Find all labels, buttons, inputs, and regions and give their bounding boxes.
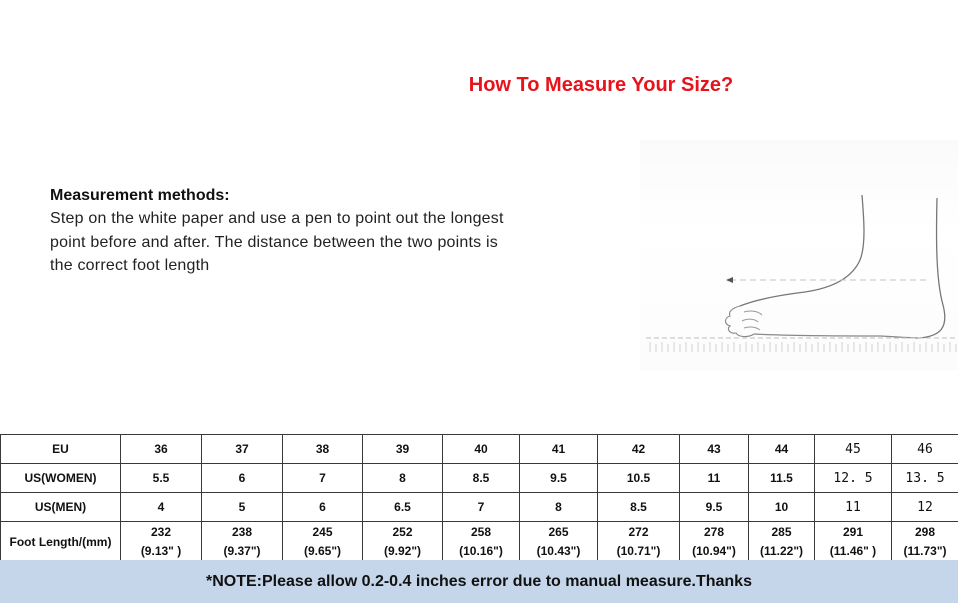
methods-description <box>50 207 570 278</box>
foot-length-inch: (9.13" ) <box>140 544 182 558</box>
foot-length-cell <box>443 522 520 563</box>
page-title: How To Measure Your Size? <box>468 74 734 96</box>
methods-line: point before and after. The distance between the two points is <box>50 233 498 251</box>
us-men-size-cell: 6.5 <box>363 493 443 522</box>
foot-length-inch: (11.73") <box>903 544 947 558</box>
eu-size-cell: 39 <box>363 435 443 464</box>
foot-length-mm: 291 <box>842 525 864 539</box>
foot-length-cell <box>815 522 892 563</box>
methods-line: the correct foot length <box>50 257 210 274</box>
foot-length-cell <box>283 522 363 563</box>
foot-length-inch: (10.16") <box>459 544 503 558</box>
us-women-label: US(WOMEN) <box>1 464 121 493</box>
foot-length-mm: 298 <box>914 525 936 539</box>
us-women-size-cell: 11 <box>680 464 749 493</box>
foot-length-row <box>1 522 958 563</box>
foot-length-mm: 232 <box>150 525 172 539</box>
eu-size-cell: 43 <box>680 435 749 464</box>
measurement-note: *NOTE:Please allow 0.2-0.4 inches error due to manual measure.Thanks <box>0 560 958 603</box>
us-men-size-cell: 12 <box>892 493 958 522</box>
foot-length-mm: 265 <box>548 525 569 539</box>
us-women-size-cell: 8 <box>363 464 443 493</box>
us-women-size-cell: 11.5 <box>749 464 815 493</box>
us-women-size-cell: 7 <box>283 464 363 493</box>
foot-length-inch: (10.94") <box>692 544 736 558</box>
us-women-size-cell: 10.5 <box>598 464 680 493</box>
eu-size-cell: 38 <box>283 435 363 464</box>
foot-length-mm: 245 <box>312 525 333 539</box>
us-men-size-cell: 10 <box>749 493 815 522</box>
us-men-label: US(MEN) <box>1 493 121 522</box>
methods-line: Step on the white paper and use a pen to point out the longest <box>50 210 504 227</box>
us-women-size-cell: 13. 5 <box>892 464 958 493</box>
foot-length-inch: (9.92") <box>383 544 422 558</box>
us-men-size-cell: 4 <box>121 493 202 522</box>
us-women-size-cell: 6 <box>202 464 283 493</box>
eu-size-cell: 41 <box>520 435 598 464</box>
foot-length-cell <box>202 522 283 563</box>
foot-length-inch: (11.46" ) <box>829 544 877 558</box>
eu-size-cell: 44 <box>749 435 815 464</box>
us-men-size-cell: 8 <box>520 493 598 522</box>
foot-length-mm: 278 <box>703 525 725 539</box>
foot-length-cell <box>363 522 443 563</box>
eu-row <box>1 435 958 464</box>
eu-size-cell: 45 <box>815 435 892 464</box>
foot-length-label: Foot Length/(mm) <box>1 522 121 563</box>
foot-length-mm: 285 <box>771 525 792 539</box>
foot-length-cell <box>520 522 598 563</box>
foot-length-mm: 272 <box>628 525 649 539</box>
foot-length-cell <box>680 522 749 563</box>
foot-length-cell <box>121 522 202 563</box>
foot-length-mm: 238 <box>231 525 253 539</box>
foot-drawing <box>640 140 958 370</box>
us-men-row <box>1 493 958 522</box>
us-women-size-cell: 8.5 <box>443 464 520 493</box>
foot-length-inch: (11.22") <box>759 544 804 558</box>
eu-size-cell: 36 <box>121 435 202 464</box>
us-men-size-cell: 11 <box>815 493 892 522</box>
foot-length-inch: (10.43") <box>536 544 581 558</box>
us-women-size-cell: 9.5 <box>520 464 598 493</box>
foot-measurement-illustration <box>640 140 958 370</box>
foot-length-mm: 252 <box>392 525 413 539</box>
eu-label: EU <box>1 435 121 464</box>
us-men-size-cell: 5 <box>202 493 283 522</box>
eu-size-cell: 37 <box>202 435 283 464</box>
eu-size-cell: 40 <box>443 435 520 464</box>
methods-heading: Measurement methods: <box>50 187 230 204</box>
us-women-row <box>1 464 958 493</box>
foot-length-mm: 258 <box>470 525 492 539</box>
eu-size-cell: 42 <box>598 435 680 464</box>
eu-size-cell: 46 <box>892 435 958 464</box>
us-men-size-cell: 9.5 <box>680 493 749 522</box>
foot-length-inch: (9.65") <box>303 544 342 558</box>
us-men-size-cell: 8.5 <box>598 493 680 522</box>
us-men-size-cell: 7 <box>443 493 520 522</box>
measurement-methods <box>50 187 570 278</box>
foot-length-cell <box>892 522 958 563</box>
foot-length-inch: (9.37") <box>223 544 261 558</box>
us-women-size-cell: 5.5 <box>121 464 202 493</box>
foot-length-inch: (10.71") <box>616 544 661 558</box>
foot-length-cell <box>749 522 815 563</box>
us-men-size-cell: 6 <box>283 493 363 522</box>
size-chart-table <box>0 434 958 563</box>
us-women-size-cell: 12. 5 <box>815 464 892 493</box>
foot-length-cell <box>598 522 680 563</box>
